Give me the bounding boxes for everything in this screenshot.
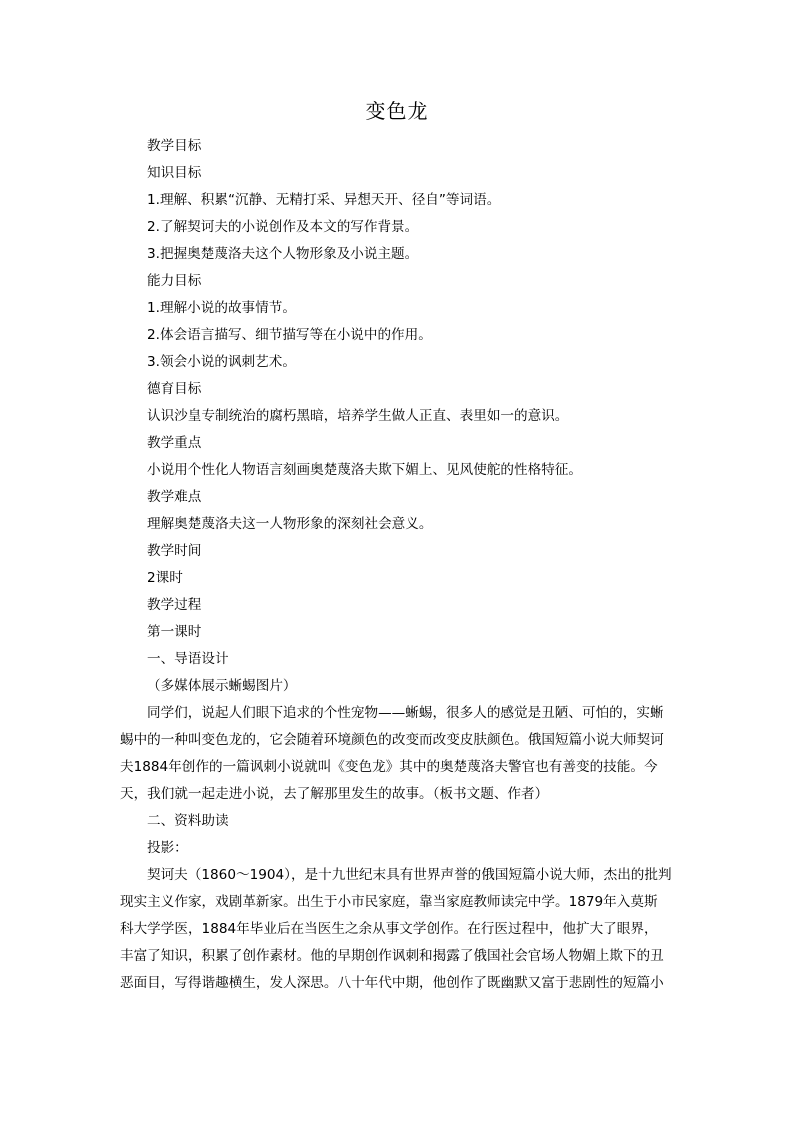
paragraph-line: 科大学学医，1884年毕业后在当医生之余从事文学创作。在行医过程中，他扩大了眼界， [120,921,658,937]
document-body [120,133,672,997]
heading-key-points: 教学重点 [147,435,202,451]
heading-ability-goals: 能力目标 [147,273,202,289]
text-line: 1.理解小说的故事情节。 [147,300,296,316]
heading-intro-design: 一、导语设计 [147,651,229,667]
paragraph-line: 契诃夫（1860～1904），是十九世纪末具有世界声誉的俄国短篇小说大师，杰出的批判 [147,867,672,883]
text-line: 理解奥楚蔑洛夫这一人物形象的深刻社会意义。 [147,516,433,532]
text-line: 认识沙皇专制统治的腐朽黑暗，培养学生做人正直、表里如一的意识。 [147,408,569,424]
heading-teaching-process: 教学过程 [147,597,202,613]
text-line: （多媒体展示蜥蜴图片） [147,678,297,694]
text-line: 3.把握奥楚蔑洛夫这个人物形象及小说主题。 [147,246,419,262]
heading-moral-goals: 德育目标 [147,381,202,397]
heading-reference-material: 二、资料助读 [147,813,229,829]
heading-difficulties: 教学难点 [147,489,202,505]
page-title: 变色龙 [365,99,429,123]
paragraph-line: 蜴中的一种叫变色龙的，它会随着环境颜色的改变而改变皮肤颜色。俄国短篇小说大师契诃 [120,732,664,748]
paragraph-line: 丰富了知识，积累了创作素材。他的早期创作讽刺和揭露了俄国社会官场人物媚上欺下的丑 [120,948,664,964]
paragraph-line: 天，我们就一起走进小说，去了解那里发生的故事。（板书文题、作者） [120,786,549,802]
text-line: 投影： [147,840,188,856]
text-line: 2.体会语言描写、细节描写等在小说中的作用。 [147,327,432,343]
text-line: 小说用个性化人物语言刻画奥楚蔑洛夫欺下媚上、见风使舵的性格特征。 [147,462,582,478]
text-line: 2.了解契诃夫的小说创作及本文的写作背景。 [147,219,419,235]
paragraph-line: 同学们，说起人们眼下追求的个性宠物——蜥蜴，很多人的感觉是丑陋、可怕的，实蜥 [147,705,664,721]
heading-teaching-goals: 教学目标 [147,138,202,154]
heading-knowledge-goals: 知识目标 [147,165,202,181]
heading-teaching-time: 教学时间 [147,543,202,559]
text-line: 2课时 [147,570,183,586]
text-line: 3.领会小说的讽刺艺术。 [147,354,296,370]
text-line: 1.理解、积累“沉静、无精打采、异想天开、径自”等词语。 [147,192,501,208]
heading-first-lesson: 第一课时 [147,624,202,640]
paragraph-line: 夫1884年创作的一篇讽刺小说就叫《变色龙》其中的奥楚蔑洛夫警官也有善变的技能。今 [120,759,658,775]
paragraph-line: 现实主义作家，戏剧革新家。出生于小市民家庭，靠当家庭教师读完中学。1879年入莫斯 [120,894,658,910]
paragraph-line: 恶面目，写得谐趣横生，发人深思。八十年代中期，他创作了既幽默又富于悲剧性的短篇小 [120,975,664,991]
